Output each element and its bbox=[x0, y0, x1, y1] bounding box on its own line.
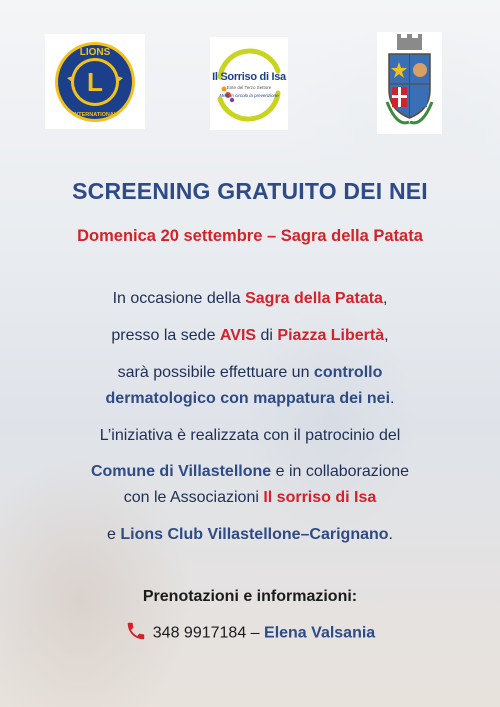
isa-logo-motto: Metti in circolo la prevenzione bbox=[219, 93, 279, 98]
body-text: In occasione della bbox=[112, 290, 246, 307]
smile-arc-icon bbox=[210, 37, 288, 130]
isa-name-part1: Il bbox=[212, 71, 221, 83]
body-line-4 bbox=[0, 390, 500, 408]
isa-logo-subtitle: Ente del Terzo Settore bbox=[226, 85, 272, 90]
isa-logo-name bbox=[210, 71, 288, 83]
contact-name: Elena Valsania bbox=[264, 624, 376, 642]
event-date-subtitle: Domenica 20 settembre – Sagra della Patata bbox=[77, 227, 423, 245]
body-text: di bbox=[256, 327, 278, 344]
phone-icon bbox=[125, 620, 147, 647]
contact-line bbox=[0, 620, 500, 647]
contact-heading: Prenotazioni e informazioni: bbox=[142, 588, 358, 605]
body-line-6 bbox=[0, 463, 500, 481]
body-text: . bbox=[388, 526, 393, 543]
lions-letter: L bbox=[87, 66, 103, 97]
association-name: Il sorriso di Isa bbox=[263, 489, 377, 506]
lions-emblem-icon bbox=[53, 40, 137, 124]
isa-name-part3: di Isa bbox=[256, 71, 286, 83]
contact-separator: – bbox=[246, 624, 265, 642]
isa-name-part2: Sorriso bbox=[220, 71, 257, 83]
coat-of-arms-logo bbox=[377, 32, 442, 134]
body-text: presso la sede bbox=[111, 327, 220, 344]
lions-top-text: LIONS bbox=[79, 46, 111, 58]
body-text: con le Associazioni bbox=[123, 489, 264, 506]
body-text: e bbox=[107, 526, 121, 543]
phone-number[interactable]: 348 9917184 bbox=[152, 624, 247, 642]
body-line-1 bbox=[0, 290, 500, 308]
body-line-2 bbox=[0, 327, 500, 345]
body-text: e in collaborazione bbox=[271, 463, 410, 480]
body-line-8 bbox=[0, 526, 500, 544]
service-highlight: controllo bbox=[313, 364, 383, 381]
club-name: Lions Club Villastellone–Carignano bbox=[120, 526, 389, 543]
page-title: SCREENING GRATUITO DEI NEI bbox=[72, 178, 428, 204]
coat-of-arms-icon bbox=[377, 32, 442, 134]
municipality-name: Comune di Villastellone bbox=[90, 463, 272, 480]
avis-name: AVIS bbox=[219, 327, 257, 344]
location-name: Piazza Libertà bbox=[277, 327, 385, 344]
body-line-3 bbox=[0, 364, 500, 382]
body-line-7 bbox=[0, 489, 500, 507]
body-text: sarà possibile effettuare un bbox=[117, 364, 314, 381]
body-text: . bbox=[390, 390, 395, 407]
body-line-5: L’iniziativa è realizzata con il patrocinio del bbox=[99, 427, 401, 444]
lions-bottom-text: INTERNATIONAL bbox=[72, 111, 118, 118]
lions-logo bbox=[45, 34, 145, 129]
service-highlight: dermatologico con mappatura dei nei bbox=[105, 390, 391, 407]
sorriso-di-isa-logo bbox=[210, 37, 288, 130]
event-name: Sagra della Patata bbox=[245, 290, 383, 307]
body-text: , bbox=[384, 327, 389, 344]
body-text: , bbox=[382, 290, 388, 307]
